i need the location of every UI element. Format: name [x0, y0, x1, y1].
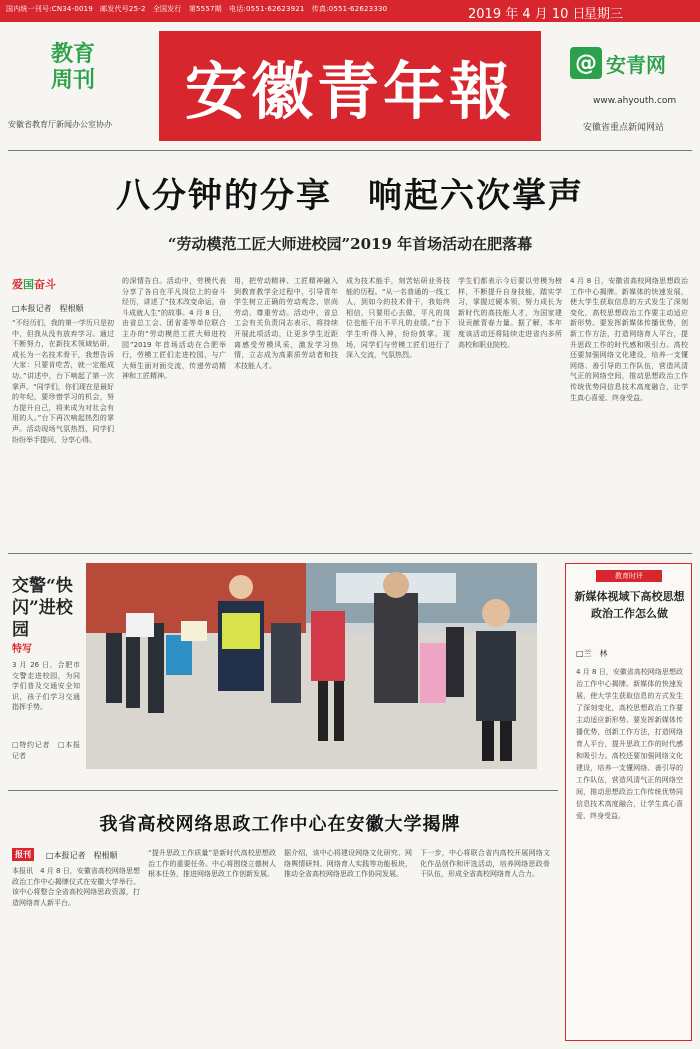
lead-column-1: “不经历们，我的第一学历只是初中，但我从没有放弃学习。通过不断努力，在新技术领域钻研，成长为一名技术骨干，我想告诉大家：只要肯吃苦，就一定能成功。”讲述中，台下响起了第一次掌声。“同学们，你们现在是最好的年纪，要珍惜学习的机会，努力提升自己，将来成为对社会有用的人。”台下再次响起热烈的掌声。活动现场气氛热烈，同学们纷纷举手提问，分享心得。 — [12, 319, 114, 444]
site-logo[interactable] — [570, 47, 666, 79]
second-byline: □本报记者 程根顺 — [46, 851, 118, 860]
commentary-text: 4 月 8 日，安徽省高校网络思想政治工作中心揭牌。新媒体的快速发展，使大学生获取信息的方式发生了深刻变化，高校思想政治工作要主动适应新形势。要发挥新媒体传播优势，创新工作方法，打造网络育人平台，提升思政工作的时代感和吸引力。高校还要加强网络文化建设，培养一支懂网络、善引导的工作队伍，营造风清气正的网络空间，推动思想政治工作传统优势同信息技术高度融合，让学生真心喜爱、终身受益。 — [576, 668, 683, 820]
column-logo-a: 爱 — [12, 278, 23, 291]
lead-byline: □本报记者 程根顺 — [12, 304, 84, 313]
second-column-4: 下一步，中心将联合省内高校开展网络文化作品创作和评选活动，培养网络思政骨干队伍，形成全省高校网络育人合力。 — [420, 849, 550, 879]
lead-column-5: 学生们都表示今后要以劳模为榜样，不断提升自身技能，踏实学习，掌握过硬本领，努力成长为新时代的高技能人才，为国家建设贡献青春力量。据了解，本年度该活动还将陆续走进省内多所高校和职业院校。 — [458, 277, 562, 349]
news-photo — [86, 563, 537, 769]
top-bar — [0, 0, 700, 22]
supplement-title-line1: 教育 — [50, 42, 95, 67]
photo-story-caption: 3 月 26 日，合肥市交警走进校园，为同学们普及交通安全知识，孩子们学习交通指挥手势。 — [12, 661, 80, 712]
issue-meta: 国内统一刊号:CN34-0019 邮发代号25-2 全国发行 第5557期 电话:0551-62623921 传真:0551-62623330 — [6, 5, 388, 13]
header-divider — [8, 150, 692, 151]
news-photo-image — [86, 563, 537, 769]
photo-bottom-divider — [8, 790, 558, 791]
lead-column-3: 用，把劳动精神、工匠精神融入到教育教学全过程中，引导青年学生树立正确的劳动观念，崇尚劳动、尊重劳动。活动中，省总工会有关负责同志表示，将持续开展此项活动，让更多学生近距离感受劳模风采，激发学习热情，立志成为高素质劳动者和技术技能人才。 — [234, 277, 338, 370]
commentary-box — [565, 563, 692, 1041]
column-logo — [12, 276, 94, 296]
photo-story-credit: □特约记者 □本报记者 — [12, 741, 80, 760]
lead-bottom-divider — [8, 553, 692, 554]
commentary-author: □兰 林 — [576, 649, 608, 658]
commentary-label: 教育时评 — [596, 570, 662, 582]
at-icon: @ — [570, 47, 602, 79]
second-headline: 我省高校网络思政工作中心在安徽大学揭牌 — [99, 814, 461, 835]
lead-subhead: “劳动模范工匠大师进校园”2019 年首场活动在肥落幕 — [167, 235, 533, 253]
site-name: 安青网 — [606, 52, 666, 77]
supplement-org: 安徽省教育厅新闻办公室协办 — [8, 120, 112, 129]
lead-column-4: 成为技术能手，刻苦钻研业务技能的历程。“从一名普通的一线工人，到如今的技术骨干，我始终相信，只要用心去做，平凡的岗位也能干出不平凡的业绩。”台下学生听得入神，纷纷鼓掌。现场，同学们与劳模工匠们进行了深入交流，气氛热烈。 — [346, 277, 450, 360]
commentary-title: 新媒体视域下高校思想政治工作怎么做 — [574, 590, 685, 620]
lead-column-2: 的深情告白。活动中，劳模代表分享了各自在平凡岗位上的奋斗经历，讲述了“技术改变命运，奋斗成就人生”的故事。4 月 8 日，由省总工会、团省委等单位联合主办的“劳动模范工匠大师进校园”2019 年首场活动在合肥举行，劳模工匠们走进校园，与广大师生面对面交流，传递劳动精神和工匠精神。 — [122, 277, 226, 381]
second-column-2: “提升思政工作质量”是新时代高校思想政治工作的重要任务。中心将围绕立德树人根本任务，推进网络思政工作创新发展。 — [148, 849, 276, 879]
site-tagline: 安徽省重点新闻网站 — [583, 123, 665, 133]
supplement-title — [38, 42, 108, 94]
photo-story-title: 交警“快闪”进校园 — [12, 576, 73, 640]
second-column-1: 本报讯 4 月 8 日，安徽省高校网络思想政治工作中心揭牌仪式在安徽大学举行。该中心将整合全省高校网络思政资源，打造网络育人新平台。 — [12, 867, 140, 907]
site-url[interactable]: www.ahyouth.com — [593, 96, 677, 106]
lead-column-6: 4 月 8 日，安徽省高校网络思想政治工作中心揭牌。新媒体的快速发展，使大学生获取信息的方式发生了深刻变化，高校思想政治工作要主动适应新形势。要发挥新媒体传播优势，创新工作方法，打造网络育人平台，提升思政工作的时代感和吸引力。高校还要加强网络文化建设，培养一支懂网络、善引导的工作队伍，营造风清气正的网络空间，推动思想政治工作传统优势同信息技术高度融合，让学生真心喜爱、终身受益。 — [570, 277, 688, 402]
masthead: 安徽青年報 — [159, 31, 541, 141]
column-logo-c: 奋斗 — [34, 278, 56, 291]
supplement-title-line2: 周刊 — [50, 68, 95, 93]
lead-headline: 八分钟的分享 响起六次掌声 — [116, 176, 584, 216]
photo-story-tag: 特写 — [12, 644, 32, 655]
column-logo-b: 国 — [23, 278, 34, 291]
issue-weekday: 星期三 — [584, 7, 624, 22]
second-column-3: 据介绍，该中心将建设网络文化研究、网络舆情研判、网络育人实践等功能板块，推动全省高校网络思政工作协同发展。 — [284, 849, 412, 879]
second-story-tag: 报刊 — [12, 848, 34, 861]
issue-date: 2019 年 4 月 10 日 — [468, 7, 586, 22]
